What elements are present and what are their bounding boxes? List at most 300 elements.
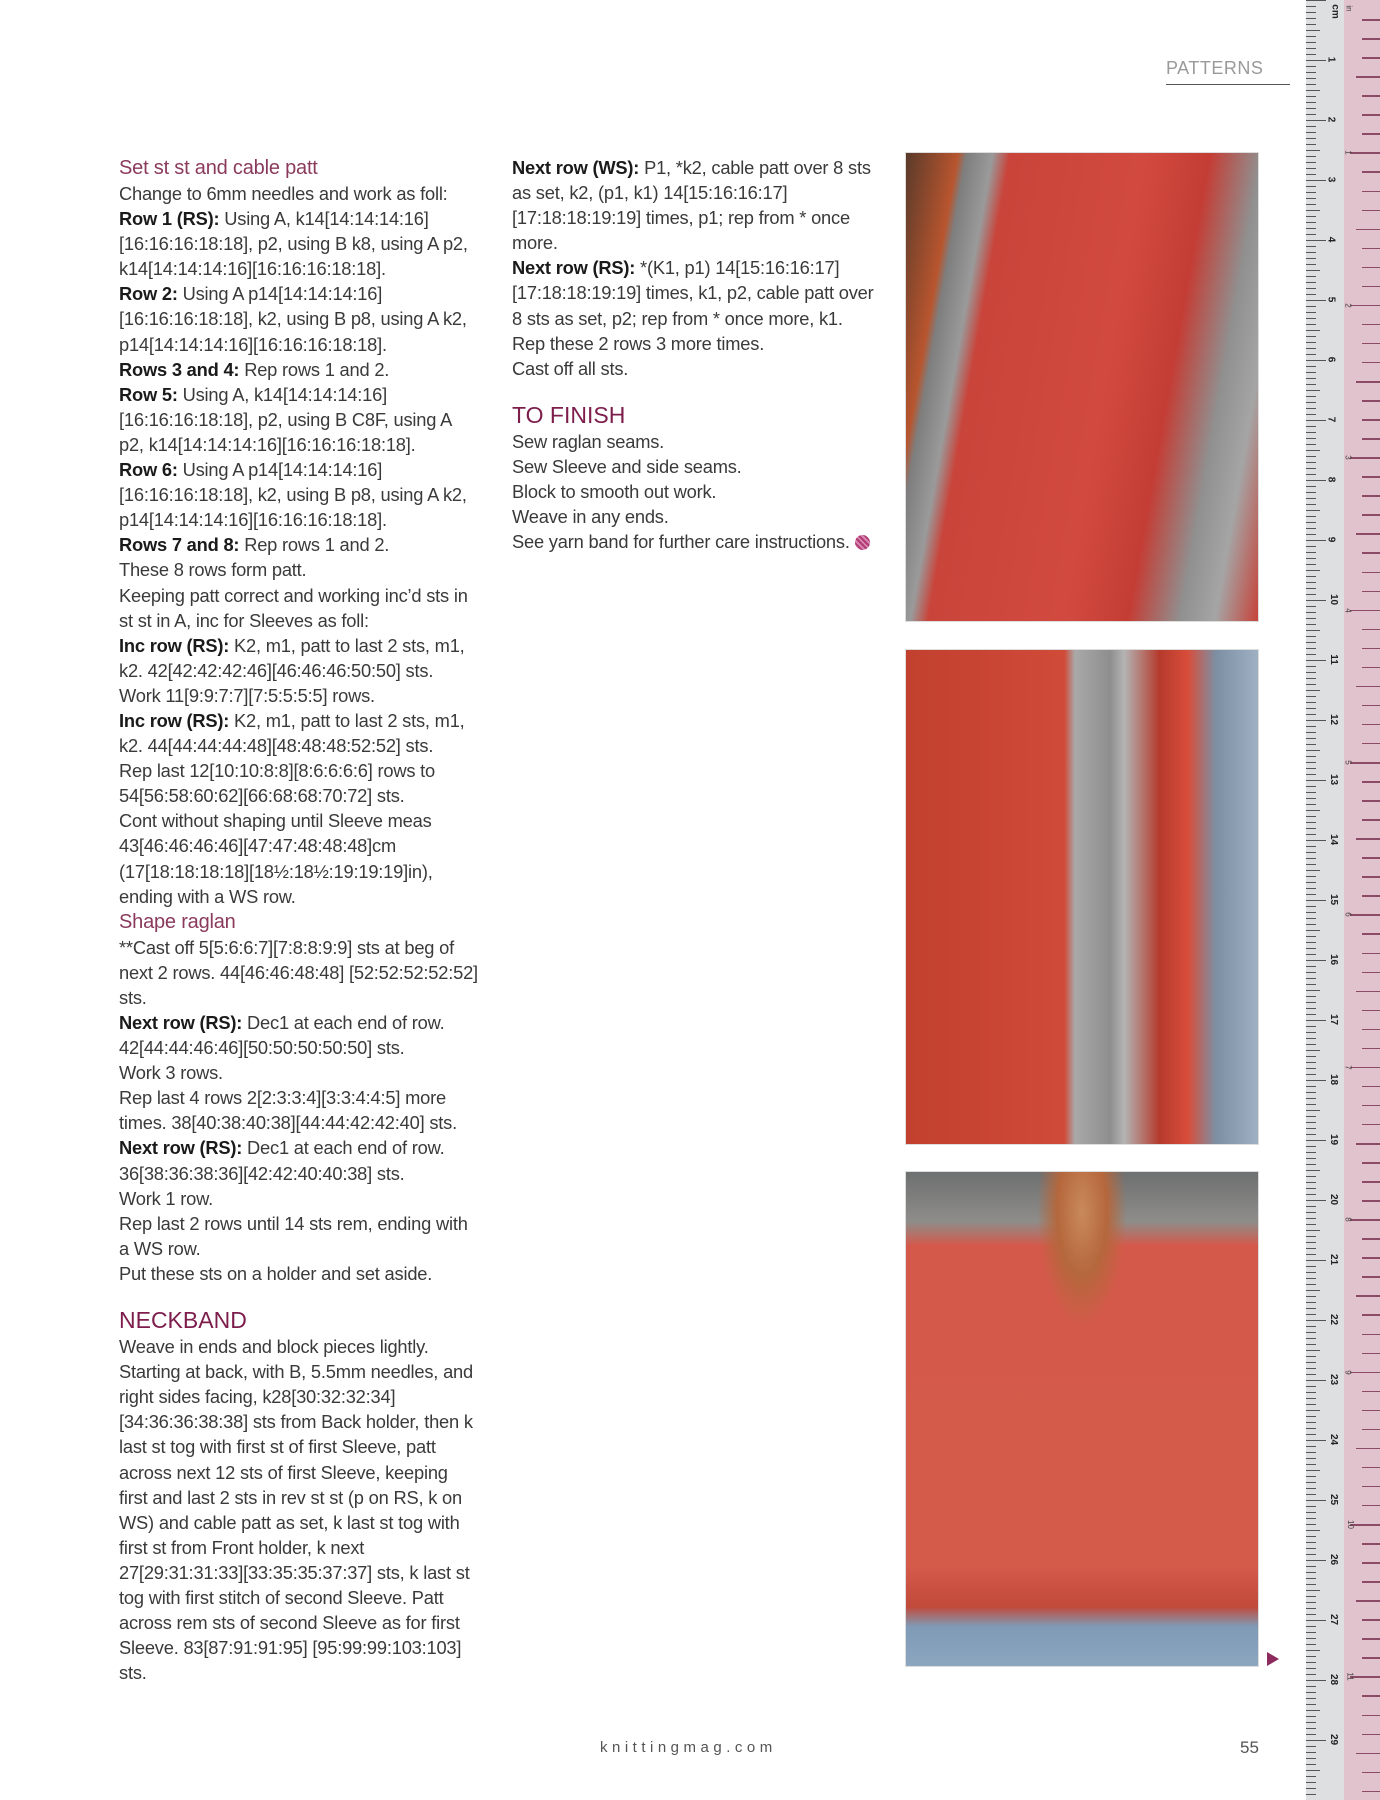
ruler-cm-label: 7 bbox=[1325, 416, 1337, 423]
ruler-inch-tick bbox=[1362, 933, 1380, 935]
ruler-cm-tick bbox=[1306, 390, 1320, 391]
ruler-cm-tick bbox=[1306, 1446, 1316, 1447]
ruler-cm-tick bbox=[1306, 1530, 1320, 1531]
ruler-cm-tick bbox=[1306, 1524, 1316, 1525]
ruler-inch-tick bbox=[1362, 705, 1380, 707]
ruler-cm-label: 20 bbox=[1328, 1193, 1340, 1206]
subheading-raglan: Shape raglan bbox=[119, 910, 236, 933]
ruler-cm-tick bbox=[1306, 1656, 1316, 1657]
ruler-cm-tick bbox=[1306, 1572, 1316, 1573]
ruler-inch-tick bbox=[1356, 686, 1380, 688]
instructions-column-1 bbox=[119, 155, 479, 1685]
ruler-inch-tick bbox=[1362, 1429, 1380, 1431]
ruler-cm-tick bbox=[1306, 90, 1320, 91]
ruler-cm-tick bbox=[1306, 432, 1316, 433]
ruler-cm-tick bbox=[1306, 966, 1316, 967]
label: Next row (RS): bbox=[119, 1137, 243, 1159]
ruler-cm-tick bbox=[1306, 1062, 1316, 1063]
ruler-cm-tick bbox=[1306, 702, 1316, 703]
ruler-cm-tick bbox=[1306, 408, 1316, 409]
ruler-cm-tick bbox=[1306, 360, 1326, 361]
ruler-cm-tick bbox=[1306, 114, 1316, 115]
ruler-inch-tick bbox=[1356, 229, 1380, 231]
ruler-cm-tick bbox=[1306, 744, 1316, 745]
ruler-inch-tick bbox=[1362, 514, 1380, 516]
yarn-ball-icon bbox=[855, 535, 870, 550]
ruler-inch-tick bbox=[1350, 610, 1380, 612]
ruler-cm-label: 4 bbox=[1325, 236, 1337, 243]
ruler-cm-tick bbox=[1306, 1392, 1316, 1393]
ruler-cm-label: 15 bbox=[1328, 893, 1340, 906]
ruler-cm-tick bbox=[1306, 1542, 1316, 1543]
ruler-cm-tick bbox=[1306, 1176, 1316, 1177]
ruler-inch-label: 4 bbox=[1343, 607, 1353, 613]
ruler-cm-tick bbox=[1306, 1494, 1316, 1495]
ruler-cm-tick bbox=[1306, 1566, 1316, 1567]
ruler-cm-tick bbox=[1306, 270, 1320, 271]
ruler-inch-tick bbox=[1356, 76, 1380, 78]
ruler-inch-tick bbox=[1362, 1772, 1380, 1774]
text: Sew raglan seams. bbox=[512, 430, 665, 452]
text: Using A p14[14:14:14:16] [16:16:16:18:18], k2, using B p8, using A k2, p14[14:14:14:16][16:16:16:18:18]. bbox=[119, 459, 467, 531]
ruler-cm-tick bbox=[1306, 624, 1316, 625]
ruler-cm-tick bbox=[1306, 132, 1316, 133]
ruler-cm-tick bbox=[1306, 1044, 1316, 1045]
ruler-cm-tick bbox=[1306, 498, 1316, 499]
text: K2, m1, patt to last 2 sts, m1, k2. 44[44:44:44:48][48:48:48:52:52] sts. bbox=[119, 709, 465, 757]
ruler-cm-label: 21 bbox=[1328, 1253, 1340, 1266]
ruler-cm-tick bbox=[1306, 582, 1316, 583]
ruler-cm-tick bbox=[1306, 1098, 1316, 1099]
ruler-cm-tick bbox=[1306, 588, 1316, 589]
ruler-cm-tick bbox=[1306, 1458, 1316, 1459]
text: Rep last 12[10:10:8:8][8:6:6:6:6] rows to 54[56:58:60:62][66:68:68:70:72] sts. bbox=[119, 760, 435, 807]
ruler-inch-tick bbox=[1362, 1353, 1380, 1355]
text: See yarn band for further care instructions. bbox=[512, 531, 850, 553]
ruler-inch-tick bbox=[1362, 1619, 1380, 1621]
ruler-cm-tick bbox=[1306, 1596, 1316, 1597]
ruler-cm-tick bbox=[1306, 1626, 1316, 1627]
ruler-inch-tick bbox=[1362, 1029, 1380, 1031]
ruler-cm-tick bbox=[1306, 240, 1326, 241]
ruler-cm-tick bbox=[1306, 516, 1316, 517]
ruler-cm-tick bbox=[1306, 1416, 1316, 1417]
ruler-cm-tick bbox=[1306, 726, 1316, 727]
ruler-inch-tick bbox=[1362, 133, 1380, 135]
ruler-cm-tick bbox=[1306, 48, 1316, 49]
ruler-cm-tick bbox=[1306, 1434, 1316, 1435]
ruler-inch-tick bbox=[1362, 724, 1380, 726]
ruler-cm-tick bbox=[1306, 1560, 1326, 1561]
ruler-cm-tick bbox=[1306, 1272, 1316, 1273]
inc-row-2 bbox=[119, 708, 479, 758]
ruler-inch-tick bbox=[1362, 495, 1380, 497]
text: Work 3 rows. bbox=[119, 1062, 223, 1084]
ruler-cm-tick bbox=[1306, 942, 1316, 943]
ruler-inch-tick bbox=[1356, 1143, 1380, 1145]
ruler-inch-tick bbox=[1362, 1638, 1380, 1640]
ruler-inch-tick bbox=[1362, 267, 1380, 269]
text bbox=[512, 529, 882, 554]
ruler-cm-tick bbox=[1306, 852, 1316, 853]
ruler-cm-tick bbox=[1306, 1074, 1316, 1075]
ruler-cm-tick bbox=[1306, 1650, 1320, 1651]
ruler-cm-tick bbox=[1306, 606, 1316, 607]
ruler-cm-tick bbox=[1306, 1734, 1316, 1735]
ruler-cm-tick bbox=[1306, 1608, 1316, 1609]
ruler-cm-tick bbox=[1306, 426, 1316, 427]
ruler-inch-tick bbox=[1362, 343, 1380, 345]
ruler-cm-tick bbox=[1306, 1548, 1316, 1549]
ruler-cm-tick bbox=[1306, 546, 1316, 547]
ruler-cm-tick bbox=[1306, 1764, 1316, 1765]
ruler-inch-tick bbox=[1362, 248, 1380, 250]
ruler-cm-tick bbox=[1306, 198, 1316, 199]
ruler-inch-tick bbox=[1362, 400, 1380, 402]
ruler-cm-tick bbox=[1306, 1350, 1320, 1351]
ruler-cm-tick bbox=[1306, 1320, 1326, 1321]
photo-shoulder-cable bbox=[905, 152, 1259, 622]
ruler-inch-tick bbox=[1362, 953, 1380, 955]
ruler-inch-label: 6 bbox=[1343, 912, 1353, 918]
ruler-cm-tick bbox=[1306, 234, 1316, 235]
ruler-cm-tick bbox=[1306, 1242, 1316, 1243]
row-1 bbox=[119, 206, 479, 281]
ruler-cm-tick bbox=[1306, 528, 1316, 529]
ruler-inch-label: 7 bbox=[1343, 1065, 1353, 1070]
ruler-cm-tick bbox=[1306, 984, 1316, 985]
ruler-cm-tick bbox=[1306, 810, 1320, 811]
ruler-cm-tick bbox=[1306, 12, 1316, 13]
ruler-cm-tick bbox=[1306, 252, 1316, 253]
ruler-cm-tick bbox=[1306, 192, 1316, 193]
ruler-cm-tick bbox=[1306, 168, 1316, 169]
text: Rep last 2 rows until 14 sts rem, ending with a WS row. bbox=[119, 1212, 468, 1259]
ruler-inch-tick bbox=[1362, 1048, 1380, 1050]
section-label: PATTERNS bbox=[1166, 58, 1264, 78]
ruler-cm-label: 29 bbox=[1328, 1733, 1340, 1746]
ruler-cm-tick bbox=[1306, 492, 1316, 493]
text: Block to smooth out work. bbox=[512, 481, 717, 503]
label: Row 6: bbox=[119, 459, 178, 481]
ruler-cm-tick bbox=[1306, 522, 1316, 523]
ruler-cm-tick bbox=[1306, 1578, 1316, 1579]
ruler-inch-tick bbox=[1362, 1200, 1380, 1202]
ruler-cm-tick bbox=[1306, 1386, 1316, 1387]
ruler-inch-tick bbox=[1362, 1181, 1380, 1183]
ruler-cm-tick bbox=[1306, 534, 1316, 535]
ruler-cm-tick bbox=[1306, 1704, 1316, 1705]
text: Weave in any ends. bbox=[512, 506, 669, 528]
ruler-cm-tick bbox=[1306, 306, 1316, 307]
ruler-cm-tick bbox=[1306, 594, 1316, 595]
ruler-inch-tick bbox=[1362, 1486, 1380, 1488]
ruler-cm-tick bbox=[1306, 78, 1316, 79]
next-row-rs bbox=[512, 255, 882, 330]
ruler-cm-tick bbox=[1306, 1740, 1326, 1741]
ruler-cm-tick bbox=[1306, 1230, 1320, 1231]
ruler-inch-tick bbox=[1362, 191, 1380, 193]
row-5 bbox=[119, 382, 479, 457]
next-page-arrow-icon bbox=[1267, 1652, 1279, 1666]
ruler-cm-tick bbox=[1306, 1194, 1316, 1195]
ruler-cm-tick bbox=[1306, 570, 1320, 571]
ruler-cm-tick bbox=[1306, 564, 1316, 565]
next-row-1 bbox=[119, 1010, 479, 1060]
ruler-inch-tick bbox=[1356, 1753, 1380, 1755]
ruler-cm-tick bbox=[1306, 0, 1326, 1]
ruler-inch-tick bbox=[1356, 1448, 1380, 1450]
ruler-cm-tick bbox=[1306, 486, 1316, 487]
ruler-cm-tick bbox=[1306, 762, 1316, 763]
ruler-cm-tick bbox=[1306, 1692, 1316, 1693]
ruler-cm-tick bbox=[1306, 1590, 1320, 1591]
ruler-cm-tick bbox=[1306, 1296, 1316, 1297]
ruler-inch-tick bbox=[1350, 152, 1380, 154]
ruler-cm-tick bbox=[1306, 54, 1316, 55]
ruler-cm-tick bbox=[1306, 990, 1320, 991]
text: Rep last 4 rows 2[2:3:3:4][3:3:4:4:5] more times. 38[40:38:40:38][44:44:42:42:40] sts. bbox=[119, 1087, 457, 1134]
ruler-cm-tick bbox=[1306, 732, 1316, 733]
label: Row 5: bbox=[119, 383, 178, 405]
ruler-cm-tick bbox=[1306, 474, 1316, 475]
ruler-inch-tick bbox=[1362, 743, 1380, 745]
ruler-cm-tick bbox=[1306, 1638, 1316, 1639]
ruler-cm-tick bbox=[1306, 1620, 1326, 1621]
ruler-cm-tick bbox=[1306, 402, 1316, 403]
ruler-cm-tick bbox=[1306, 222, 1316, 223]
ruler-cm-tick bbox=[1306, 1254, 1316, 1255]
ruler-inch-tick bbox=[1356, 991, 1380, 993]
ruler-cm-tick bbox=[1306, 1140, 1326, 1141]
ruler-cm-tick bbox=[1306, 912, 1316, 913]
ruler-cm-label: 6 bbox=[1325, 356, 1337, 363]
ruler-cm-tick bbox=[1306, 1200, 1326, 1201]
ruler-cm-tick bbox=[1306, 282, 1316, 283]
ruler-cm-tick bbox=[1306, 846, 1316, 847]
ruler-cm-tick bbox=[1306, 456, 1316, 457]
ruler-cm-tick bbox=[1306, 216, 1316, 217]
ruler-cm-tick bbox=[1306, 1374, 1316, 1375]
ruler-cm-tick bbox=[1306, 1746, 1316, 1747]
ruler-cm-tick bbox=[1306, 1218, 1316, 1219]
ruler-cm-tick bbox=[1306, 750, 1320, 751]
ruler-cm-label: 28 bbox=[1328, 1673, 1340, 1686]
ruler-inch-tick bbox=[1362, 781, 1380, 783]
ruler-cm-tick bbox=[1306, 972, 1316, 973]
ruler-inch-tick bbox=[1362, 1010, 1380, 1012]
ruler-cm-tick bbox=[1306, 960, 1326, 961]
ruler-inch-strip bbox=[1344, 0, 1380, 1800]
ruler-cm-tick bbox=[1306, 786, 1316, 787]
ruler-cm-tick bbox=[1306, 864, 1316, 865]
label: Inc row (RS): bbox=[119, 634, 230, 656]
ruler-inch-tick bbox=[1362, 972, 1380, 974]
ruler-cm-tick bbox=[1306, 894, 1316, 895]
ruler-cm-tick bbox=[1306, 1554, 1316, 1555]
ruler-cm-tick bbox=[1306, 1422, 1316, 1423]
ruler-cm-tick bbox=[1306, 1632, 1316, 1633]
text: Cont without shaping until Sleeve meas 43[46:46:46:46][47:47:48:48:48]cm (17[18:18:18:18][18½:18½:19:19:19]in), ending with a WS row. bbox=[119, 810, 433, 907]
ruler-cm-label: 3 bbox=[1325, 176, 1337, 183]
text: Using A, k14[14:14:14:16] [16:16:16:18:18], p2, using B C8F, using A p2, k14[14:14:14:16][16:16:16:18:18]. bbox=[119, 383, 452, 455]
text: Rep rows 1 and 2. bbox=[239, 358, 390, 380]
label: Next row (RS): bbox=[119, 1012, 243, 1033]
ruler-cm-tick bbox=[1306, 300, 1326, 301]
ruler-cm-tick bbox=[1306, 294, 1316, 295]
ruler-cm-label: 9 bbox=[1325, 536, 1337, 543]
ruler-inch-tick bbox=[1362, 800, 1380, 802]
ruler-cm-tick bbox=[1306, 876, 1316, 877]
ruler-cm-tick bbox=[1306, 1644, 1316, 1645]
ruler-cm-tick bbox=[1306, 642, 1316, 643]
ruler-cm-tick bbox=[1306, 1668, 1316, 1669]
text: Weave in ends and block pieces lightly. Starting at back, with B, 5.5mm needles, and right sides facing, k28[30:32:32:34] [34:36:36:38:38] sts from Back holder, then k last st tog with first st of first Sleeve, patt across next 12 sts of first Sleeve, keeping first and last 2 sts in rev st st (p on RS, k on WS) and cable patt as set, k last st tog with first st from Front holder, k next 27[29:31:31:33][33:35:35:37:37] sts, k last st tog with first stitch of second Sleeve. Patt across rem sts of second Sleeve as for first Sleeve. 83[87:91:91:95] [95:99:99:103:103] sts. bbox=[119, 1336, 473, 1684]
ruler-cm-label: 16 bbox=[1328, 953, 1340, 966]
ruler-cm-tick bbox=[1306, 24, 1316, 25]
ruler-cm-tick bbox=[1306, 1380, 1326, 1381]
ruler-cm-tick bbox=[1306, 1182, 1316, 1183]
ruler-inch-label: 5 bbox=[1343, 760, 1353, 765]
ruler-cm-tick bbox=[1306, 1584, 1316, 1585]
ruler-cm-label: 23 bbox=[1328, 1373, 1340, 1386]
ruler-cm-tick bbox=[1306, 882, 1316, 883]
ruler-cm-tick bbox=[1306, 1680, 1326, 1681]
photo-sleeve-cable bbox=[905, 649, 1259, 1145]
ruler-cm-tick bbox=[1306, 654, 1316, 655]
ruler-cm-tick bbox=[1306, 510, 1320, 511]
ruler-cm-tick bbox=[1306, 612, 1316, 613]
ruler-cm-tick bbox=[1306, 1326, 1316, 1327]
ruler-inch-label: 2 bbox=[1343, 303, 1353, 308]
ruler-cm-tick bbox=[1306, 888, 1316, 889]
label: Rows 3 and 4: bbox=[119, 358, 240, 380]
ruler-cm-tick bbox=[1306, 354, 1316, 355]
ruler-cm-tick bbox=[1306, 690, 1320, 691]
ruler-cm-tick bbox=[1306, 120, 1326, 121]
ruler-cm-tick bbox=[1306, 768, 1316, 769]
ruler-cm-tick bbox=[1306, 828, 1316, 829]
ruler-inch-tick bbox=[1356, 1295, 1380, 1297]
ruler-inch-tick bbox=[1362, 1734, 1380, 1736]
ruler-cm-tick bbox=[1306, 384, 1316, 385]
ruler-cm-tick bbox=[1306, 1518, 1316, 1519]
ruler-cm-tick bbox=[1306, 6, 1316, 7]
ruler-cm-tick bbox=[1306, 1506, 1316, 1507]
ruler-inch-tick bbox=[1362, 1314, 1380, 1316]
text: P1, *k2, cable patt over 8 sts as set, k2, (p1, k1) 14[15:16:16:17] [17:18:18:19:19] times, p1; rep from * once more. bbox=[512, 157, 871, 254]
ruler-cm-tick bbox=[1306, 1404, 1316, 1405]
ruler-cm-tick bbox=[1306, 336, 1316, 337]
next-row-ws bbox=[512, 155, 882, 255]
ruler-cm-tick bbox=[1306, 72, 1316, 73]
ruler-inch-tick bbox=[1362, 1562, 1380, 1564]
ruler-cm-tick bbox=[1306, 708, 1316, 709]
text: Rep these 2 rows 3 more times. bbox=[512, 332, 765, 354]
ruler-inch-tick bbox=[1362, 552, 1380, 554]
ruler-cm-tick bbox=[1306, 636, 1316, 637]
ruler-cm-tick bbox=[1306, 156, 1316, 157]
ruler-inch-tick bbox=[1362, 1334, 1380, 1336]
ruler-inch-tick bbox=[1356, 381, 1380, 383]
ruler-cm-tick bbox=[1306, 1728, 1316, 1729]
ruler-cm-tick bbox=[1306, 1236, 1316, 1237]
ruler-cm-tick bbox=[1306, 822, 1316, 823]
ruler-cm-label: 12 bbox=[1328, 713, 1340, 726]
ruler-cm-tick bbox=[1306, 1158, 1316, 1159]
ruler-inch-tick bbox=[1362, 1581, 1380, 1583]
text: *(K1, p1) 14[15:16:16:17] [17:18:18:19:19] times, k1, p2, cable patt over 8 sts as set, p2; rep from * once more, k1. bbox=[512, 257, 874, 329]
ruler-cm-tick bbox=[1306, 1068, 1316, 1069]
ruler-cm-tick bbox=[1306, 396, 1316, 397]
ruler-cm-tick bbox=[1306, 1290, 1320, 1291]
ruler-inch-tick bbox=[1356, 533, 1380, 535]
ruler-cm-label: 5 bbox=[1325, 296, 1337, 303]
ruler-cm-tick bbox=[1306, 672, 1316, 673]
ruler-inch-tick bbox=[1362, 476, 1380, 478]
ruler-cm-tick bbox=[1306, 1038, 1316, 1039]
ruler-cm-tick bbox=[1306, 96, 1316, 97]
ruler-cm-tick bbox=[1306, 552, 1316, 553]
ruler-inch-tick bbox=[1350, 1372, 1380, 1374]
ruler-inch-tick bbox=[1350, 305, 1380, 307]
ruler-cm-tick bbox=[1306, 258, 1316, 259]
ruler-inch-tick bbox=[1362, 1124, 1380, 1126]
ruler-cm-tick bbox=[1306, 1284, 1316, 1285]
ruler-cm-tick bbox=[1306, 1026, 1316, 1027]
ruler-cm-tick bbox=[1306, 1788, 1316, 1789]
ruler-inch-label: 8 bbox=[1343, 1217, 1353, 1222]
ruler-cm-tick bbox=[1306, 144, 1316, 145]
ruler-cm-tick bbox=[1306, 504, 1316, 505]
ruler-cm-tick bbox=[1306, 1470, 1320, 1471]
ruler-cm-tick bbox=[1306, 162, 1316, 163]
ruler-cm-label: 24 bbox=[1328, 1433, 1340, 1446]
ruler-cm-tick bbox=[1306, 1206, 1316, 1207]
ruler-cm-tick bbox=[1306, 276, 1316, 277]
text: Put these sts on a holder and set aside. bbox=[119, 1262, 433, 1284]
ruler-cm-tick bbox=[1306, 1134, 1316, 1135]
ruler-cm-tick bbox=[1306, 1032, 1316, 1033]
row-2 bbox=[119, 281, 479, 356]
ruler-cm-tick bbox=[1306, 1464, 1316, 1465]
ruler-inch-label: 3 bbox=[1343, 455, 1353, 460]
ruler-cm-tick bbox=[1306, 342, 1316, 343]
ruler-cm-label: 2 bbox=[1325, 116, 1337, 123]
ruler-cm-tick bbox=[1306, 1602, 1316, 1603]
ruler-inch-tick bbox=[1362, 1162, 1380, 1164]
ruler-cm-tick bbox=[1306, 18, 1316, 19]
header-rule bbox=[1166, 84, 1290, 85]
ruler-cm-tick bbox=[1306, 1362, 1316, 1363]
ruler-cm-tick bbox=[1306, 930, 1320, 931]
label: Rows 7 and 8: bbox=[119, 534, 240, 556]
ruler-cm-tick bbox=[1306, 186, 1316, 187]
ruler-inch-tick bbox=[1362, 419, 1380, 421]
ruler-cm-label: 11 bbox=[1327, 654, 1339, 665]
page-number: 55 bbox=[1240, 1738, 1259, 1757]
ruler-cm-tick bbox=[1306, 372, 1316, 373]
ruler-cm-tick bbox=[1306, 1536, 1316, 1537]
ruler-cm-tick bbox=[1306, 1410, 1320, 1411]
ruler-cm-tick bbox=[1306, 1716, 1316, 1717]
ruler-cm-tick bbox=[1306, 1674, 1316, 1675]
ruler-cm-tick bbox=[1306, 1662, 1316, 1663]
ruler-cm-tick bbox=[1306, 1164, 1316, 1165]
ruler-cm-tick bbox=[1306, 450, 1320, 451]
ruler-inch-tick bbox=[1362, 819, 1380, 821]
ruler-cm-label: 22 bbox=[1328, 1313, 1340, 1326]
